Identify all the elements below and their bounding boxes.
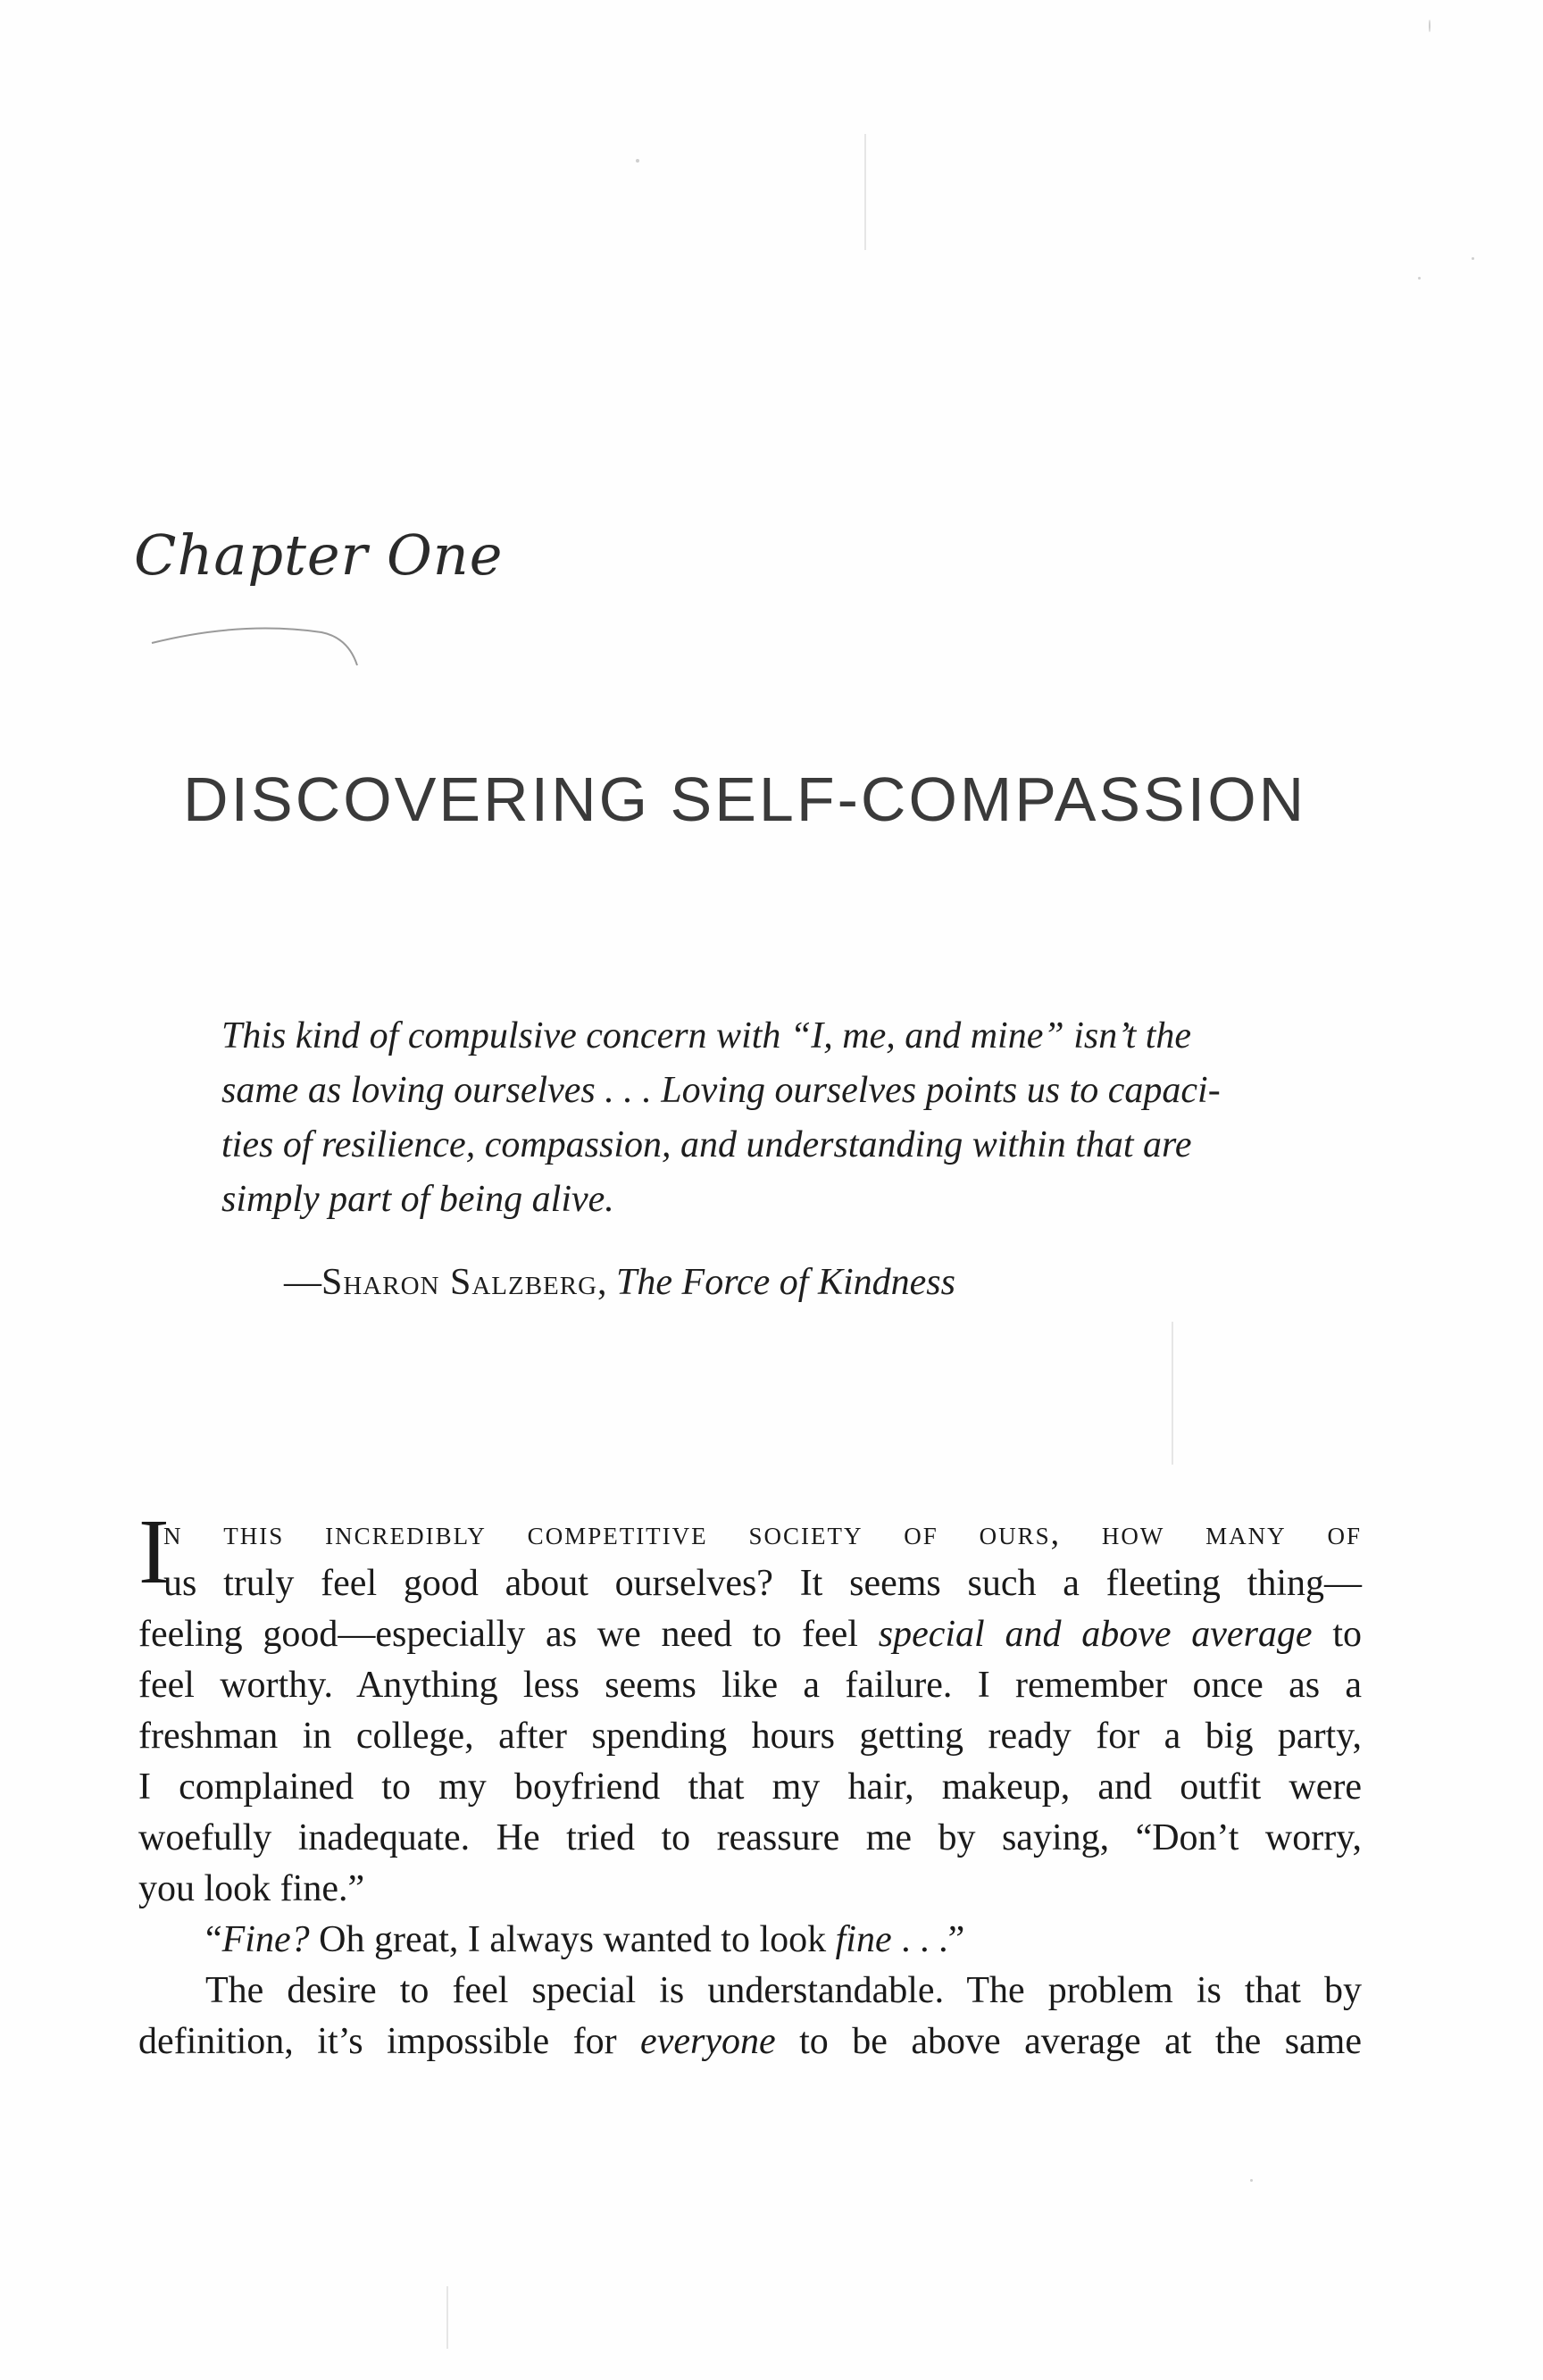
body-line: freshman in college, after spending hours getting ready for a big party, xyxy=(138,1716,1362,1757)
drop-cap: I xyxy=(138,1500,170,1603)
chapter-label: Chapter One xyxy=(134,522,504,588)
body-line: us truly feel good about ourselves? It seems such a fleeting thing— xyxy=(163,1563,1362,1604)
epigraph-attribution xyxy=(284,1261,955,1304)
flourish-ornament xyxy=(134,616,384,670)
scan-line xyxy=(1172,1322,1173,1465)
lead-in-caps: n this incredibly competitive society of ours, how many of xyxy=(163,1515,1362,1552)
epigraph xyxy=(221,1009,1347,1227)
scan-speck xyxy=(1429,20,1430,32)
body-text-run: to be above average at the same xyxy=(775,2021,1362,2062)
epigraph-line: simply part of being alive. xyxy=(221,1179,614,1220)
body-line xyxy=(138,1507,1362,1558)
epigraph-line: This kind of compulsive concern with “I, me, and mine” isn’t the xyxy=(221,1015,1192,1056)
body-line: The desire to feel special is understandable. The problem is that by xyxy=(205,1970,1362,2011)
body-emphasis: special and above average xyxy=(878,1614,1313,1655)
attribution-dash: — xyxy=(284,1262,321,1303)
scan-line xyxy=(864,134,866,250)
body-text-run: to xyxy=(1312,1614,1362,1655)
body-line: feel worthy. Anything less seems like a failure. I remember once as a xyxy=(138,1665,1362,1706)
body-line: you look fine.” xyxy=(138,1868,365,1909)
body-emphasis: everyone xyxy=(640,2021,776,2062)
epigraph-author: Sharon Salzberg xyxy=(321,1262,598,1303)
body-line xyxy=(138,2017,1362,2067)
body-line: I complained to my boyfriend that my hair, makeup, and outfit were xyxy=(138,1766,1362,1808)
body-text-run: feeling good—especially as we need to feel xyxy=(138,1614,879,1655)
body-text xyxy=(138,1500,1362,2067)
scan-speck xyxy=(1418,277,1421,280)
body-line: woefully inadequate. He tried to reassure me by saying, “Don’t worry, xyxy=(138,1817,1362,1858)
body-text-run: definition, it’s impossible for xyxy=(138,2021,641,2062)
scan-speck xyxy=(1250,2179,1253,2182)
body-emphasis: fine xyxy=(835,1919,892,1960)
body-line xyxy=(138,1915,1362,1966)
chapter-title: DISCOVERING SELF-COMPASSION xyxy=(183,764,1307,834)
epigraph-line: same as loving ourselves . . . Loving ourselves points us to capaci- xyxy=(221,1070,1221,1111)
body-text-run: Oh great, I always wanted to look xyxy=(309,1919,836,1960)
epigraph-work-title: The Force of Kindness xyxy=(616,1262,955,1303)
scan-speck xyxy=(1472,257,1474,260)
body-emphasis: Fine? xyxy=(221,1919,310,1960)
scan-line xyxy=(446,2286,448,2349)
epigraph-line: ties of resilience, compassion, and understanding within that are xyxy=(221,1124,1192,1165)
body-text-run: . . .” xyxy=(891,1919,965,1960)
scan-speck xyxy=(636,159,639,163)
attribution-separator: , xyxy=(597,1262,617,1303)
body-line xyxy=(138,1609,1362,1660)
body-text-run: “ xyxy=(205,1919,222,1960)
